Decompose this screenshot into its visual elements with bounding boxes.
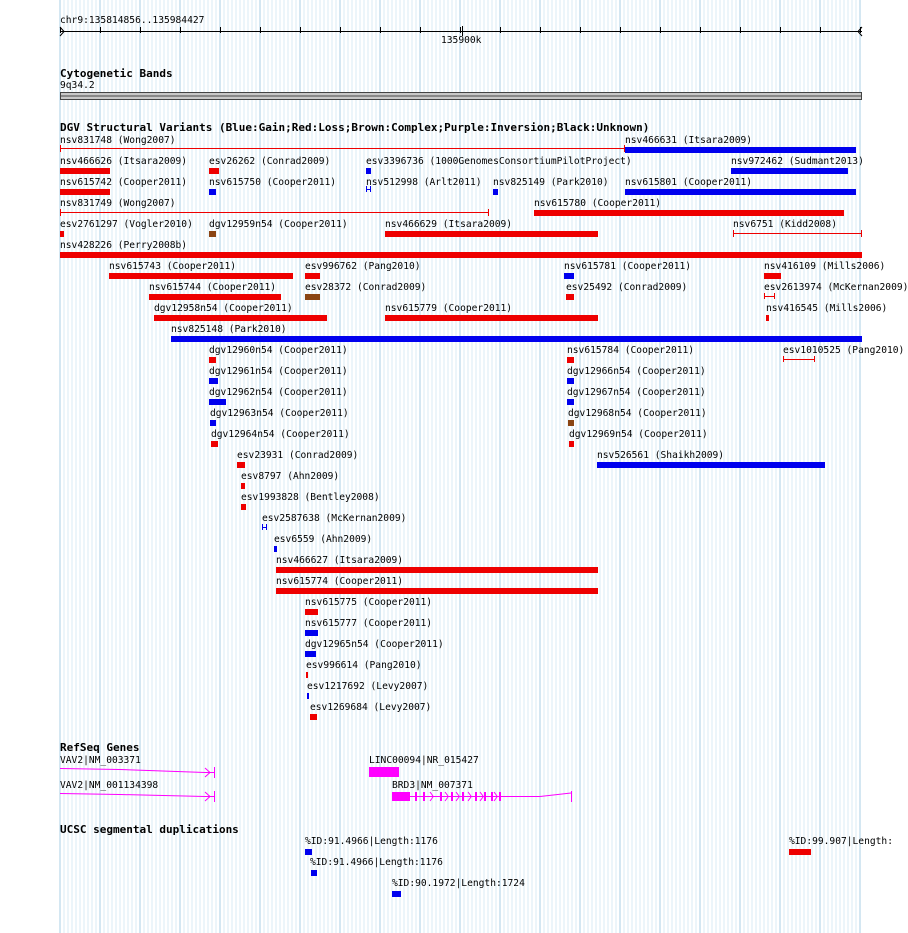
brd3-exon[interactable]: [451, 792, 453, 801]
vav2-intron: [60, 794, 120, 795]
brd3-exon[interactable]: [499, 792, 501, 801]
dgv-feature-label[interactable]: nsv615744 (Cooper2011): [149, 282, 277, 293]
brd3-strand-arrow: [430, 792, 433, 796]
dgv-feature-label[interactable]: esv1010525 (Pang2010): [783, 345, 905, 356]
dgv-feature-label[interactable]: dgv12968n54 (Cooper2011): [568, 408, 707, 419]
dgv-feature-label[interactable]: nsv615750 (Cooper2011): [209, 177, 337, 188]
brd3-strand-arrow: [430, 797, 433, 801]
brd3-exon[interactable]: [415, 792, 417, 801]
refseq-gene-label[interactable]: LINC00094|NR_015427: [369, 755, 479, 766]
dgv-feature-label[interactable]: esv6559 (Ahn2009): [274, 534, 373, 545]
dgv-feature-label[interactable]: esv996614 (Pang2010): [306, 660, 422, 671]
dgv-feature-label[interactable]: esv25492 (Conrad2009): [566, 282, 688, 293]
ruler-position-label: chr9:135814856..135984427: [60, 15, 205, 26]
dgv-feature-label[interactable]: nsv972462 (Sudmant2013): [731, 156, 864, 167]
dgv-feature-label[interactable]: esv2587638 (McKernan2009): [262, 513, 407, 524]
dgv-feature-label[interactable]: nsv615775 (Cooper2011): [305, 597, 433, 608]
dgv-feature-label[interactable]: dgv12967n54 (Cooper2011): [567, 387, 706, 398]
dgv-feature-label[interactable]: esv26262 (Conrad2009): [209, 156, 331, 167]
brd3-strand-arrow: [468, 797, 471, 801]
dgv-feature-label[interactable]: nsv428226 (Perry2008b): [60, 240, 188, 251]
brd3-strand-arrow: [445, 797, 448, 801]
dgv-feature-label[interactable]: nsv825148 (Park2010): [171, 324, 287, 335]
dgv-feature-label[interactable]: nsv416545 (Mills2006): [766, 303, 888, 314]
refseq-track-title: RefSeq Genes: [60, 741, 140, 754]
brd3-exon[interactable]: [423, 792, 425, 801]
dgv-feature-label[interactable]: dgv12960n54 (Cooper2011): [209, 345, 348, 356]
dgv-feature-label[interactable]: nsv466627 (Itsara2009): [276, 555, 404, 566]
dgv-feature-label[interactable]: nsv512998 (Arlt2011): [366, 177, 482, 188]
dgv-feature-label[interactable]: nsv615779 (Cooper2011): [385, 303, 513, 314]
vav2-intron: [120, 795, 205, 797]
dgv-feature-label[interactable]: nsv6751 (Kidd2008): [733, 219, 837, 230]
dgv-feature-label[interactable]: dgv12965n54 (Cooper2011): [305, 639, 444, 650]
dgv-feature-label[interactable]: nsv615743 (Cooper2011): [109, 261, 237, 272]
brd3-strand-arrow: [494, 792, 497, 796]
dgv-feature-label[interactable]: esv23931 (Conrad2009): [237, 450, 359, 461]
brd3-strand-arrow: [480, 792, 483, 796]
segdup-bar[interactable]: [311, 870, 317, 876]
segdup-bar[interactable]: [392, 891, 401, 897]
dgv-feature-label[interactable]: nsv615784 (Cooper2011): [567, 345, 695, 356]
dgv-feature-label[interactable]: dgv12963n54 (Cooper2011): [210, 408, 349, 419]
dgv-feature-label[interactable]: nsv466631 (Itsara2009): [625, 135, 753, 146]
brd3-exon[interactable]: [475, 792, 477, 801]
dgv-feature-label[interactable]: esv2761297 (Vogler2010): [60, 219, 193, 230]
dgv-feature-label[interactable]: nsv466629 (Itsara2009): [385, 219, 513, 230]
brd3-strand-arrow: [480, 797, 483, 801]
dgv-feature-label[interactable]: nsv831749 (Wong2007): [60, 198, 176, 209]
dgv-feature-label[interactable]: esv2613974 (McKernan2009): [764, 282, 908, 293]
segdup-bar[interactable]: [789, 849, 811, 855]
dgv-feature-label[interactable]: nsv615742 (Cooper2011): [60, 177, 188, 188]
dgv-feature-label[interactable]: dgv12966n54 (Cooper2011): [567, 366, 706, 377]
dgv-feature-label[interactable]: dgv12969n54 (Cooper2011): [569, 429, 708, 440]
refseq-gene-label[interactable]: VAV2|NM_003371: [60, 755, 141, 766]
dgv-feature-label[interactable]: nsv615780 (Cooper2011): [534, 198, 662, 209]
cytoband-label: 9q34.2: [60, 80, 95, 91]
dgv-feature-label[interactable]: esv996762 (Pang2010): [305, 261, 421, 272]
dgv-feature-label[interactable]: dgv12959n54 (Cooper2011): [209, 219, 348, 230]
segdup-track-title: UCSC segmental duplications: [60, 823, 239, 836]
dgv-feature-label[interactable]: esv28372 (Conrad2009): [305, 282, 427, 293]
dgv-track-title: DGV Structural Variants (Blue:Gain;Red:Loss;Brown:Complex;Purple:Inversion;Black:Unknown): [60, 121, 650, 134]
dgv-feature-label[interactable]: nsv466626 (Itsara2009): [60, 156, 188, 167]
dgv-feature-label[interactable]: dgv12961n54 (Cooper2011): [209, 366, 348, 377]
dgv-feature-label[interactable]: nsv615781 (Cooper2011): [564, 261, 692, 272]
vav2-strand-arrow: [205, 768, 210, 773]
ruler-tick-label: 135900k: [441, 35, 482, 46]
brd3-exon[interactable]: [440, 792, 442, 801]
vav2-strand-arrow: [205, 773, 210, 778]
dgv-feature-label[interactable]: nsv526561 (Shaikh2009): [597, 450, 725, 461]
dgv-feature-label[interactable]: nsv615777 (Cooper2011): [305, 618, 433, 629]
dgv-feature-label[interactable]: nsv831748 (Wong2007): [60, 135, 176, 146]
linc00094-exon[interactable]: [369, 767, 399, 777]
dgv-feature-label[interactable]: nsv416109 (Mills2006): [764, 261, 886, 272]
vav2-intron: [60, 769, 120, 770]
brd3-strand-arrow: [456, 797, 459, 801]
brd3-exon[interactable]: [484, 792, 486, 801]
vav2-strand-arrow: [205, 797, 210, 802]
vav2-strand-arrow: [205, 792, 210, 797]
segdup-bar[interactable]: [305, 849, 312, 855]
brd3-strand-arrow: [468, 792, 471, 796]
dgv-feature-label[interactable]: nsv615801 (Cooper2011): [625, 177, 753, 188]
vav2-intron: [120, 770, 205, 773]
brd3-strand-arrow: [494, 797, 497, 801]
brd3-exon[interactable]: [491, 792, 493, 801]
dgv-feature-label[interactable]: esv8797 (Ahn2009): [241, 471, 340, 482]
brd3-exon[interactable]: [392, 792, 410, 801]
dgv-feature-label[interactable]: esv1993828 (Bentley2008): [241, 492, 380, 503]
cytoband-track-title: Cytogenetic Bands: [60, 67, 173, 80]
dgv-feature-label[interactable]: dgv12958n54 (Cooper2011): [154, 303, 293, 314]
brd3-exon[interactable]: [462, 792, 464, 801]
brd3-strand-arrow: [456, 792, 459, 796]
refseq-gene-label[interactable]: BRD3|NM_007371: [392, 780, 473, 791]
segdup-label[interactable]: %ID:90.1972|Length:1724: [392, 878, 525, 889]
dgv-feature-label[interactable]: dgv12962n54 (Cooper2011): [209, 387, 348, 398]
segdup-label[interactable]: %ID:91.4966|Length:1176: [310, 857, 443, 868]
dgv-feature-label[interactable]: nsv825149 (Park2010): [493, 177, 609, 188]
dgv-feature-label[interactable]: dgv12964n54 (Cooper2011): [211, 429, 350, 440]
segdup-label[interactable]: %ID:91.4966|Length:1176: [305, 836, 438, 847]
dgv-feature-label[interactable]: esv3396736 (1000GenomesConsortiumPilotProject): [366, 156, 632, 167]
dgv-feature-label[interactable]: esv1269684 (Levy2007): [310, 702, 432, 713]
segdup-label[interactable]: %ID:99.907|Length:: [789, 836, 893, 847]
dgv-feature-label[interactable]: esv1217692 (Levy2007): [307, 681, 429, 692]
dgv-feature-label[interactable]: nsv615774 (Cooper2011): [276, 576, 404, 587]
refseq-gene-label[interactable]: VAV2|NM_001134398: [60, 780, 159, 791]
brd3-intron: [540, 793, 571, 797]
brd3-strand-arrow: [445, 792, 448, 796]
